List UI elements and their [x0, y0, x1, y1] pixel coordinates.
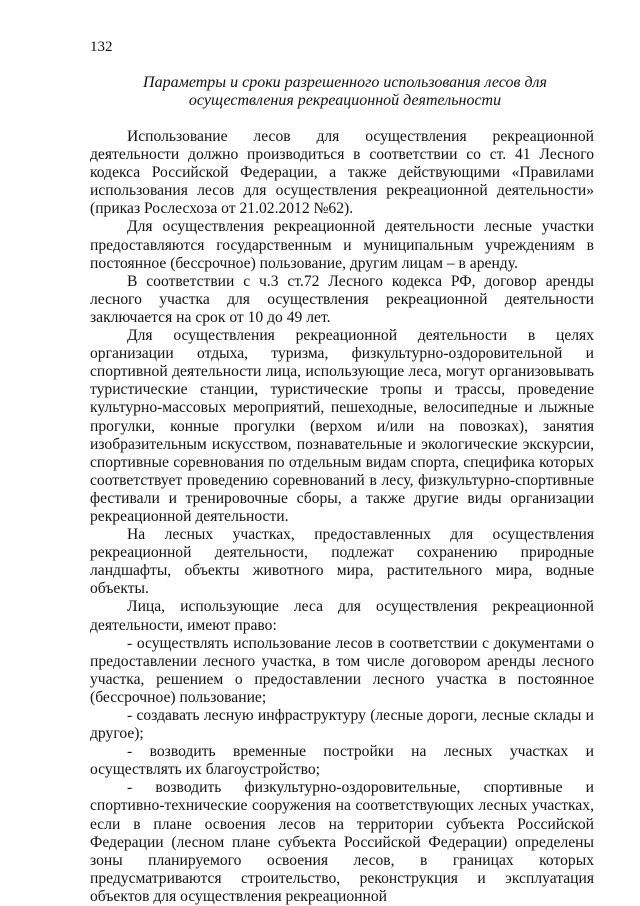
paragraph: Лица, использующие леса для осуществления рекреационной деятельности, имеют право: [90, 598, 594, 634]
paragraph: На лесных участках, предоставленных для осуществления рекреационной деятельности, подлежат сохранению природные ландшафты, объекты животного мира, растительного мира, водные объекты. [90, 526, 594, 598]
paragraph: Использование лесов для осуществления рекреационной деятельности должно производиться в соответствии со ст. 41 Лесного кодекса Российской Федерации, а также действующими «Правилами использования лесов для осуществления рекреационной деятельности» (приказ Рослесхоза от 21.02.2012 №62). [90, 128, 594, 218]
list-item: - возводить физкультурно-оздоровительные, спортивные и спортивно-технические сооружения на соответствующих лесных участках, если в плане освоения лесов на территории субъекта Российской Федерации (лесном плане субъекта Российской Федерации) определены зоны планируемого освоения лесов, в границах которых предусматриваются строительство, реконструкция и эксплуатация объектов для осуществления рекреационной [90, 779, 594, 905]
list-item: - возводить временные постройки на лесных участках и осуществлять их благоустройство; [90, 743, 594, 779]
paragraph: В соответствии с ч.3 ст.72 Лесного кодекса РФ, договор аренды лесного участка для осуществления рекреационной деятельности заключается на срок от 10 до 49 лет. [90, 272, 594, 326]
paragraph: Для осуществления рекреационной деятельности лесные участки предоставляются государственным и муниципальным учреждениям в постоянное (бессрочное) пользование, другим лицам – в аренду. [90, 218, 594, 272]
body-text [90, 128, 594, 906]
list-item: - создавать лесную инфраструктуру (лесные дороги, лесные склады и другое); [90, 707, 594, 743]
list-item: - осуществлять использование лесов в соответствии с документами о предоставлении лесного участка, в том числе договором аренды лесного участка, решением о предоставлении лесного участка в постоянное (бессрочное) пользование; [90, 634, 594, 706]
section-heading: Параметры и сроки разрешенного использования лесов для осуществления рекреационной деятельности [143, 74, 547, 109]
page-number: 132 [90, 39, 113, 55]
paragraph: Для осуществления рекреационной деятельности в целях организации отдыха, туризма, физкультурно-оздоровительной и спортивной деятельности лица, использующие леса, могут организовывать туристические станции, туристические тропы и трассы, проведение культурно-массовых мероприятий, пешеходные, велосипедные и лыжные прогулки, конные прогулки (верхом и/или на повозках), занятия изобразительным искусством, познавательные и экологические экскурсии, спортивные соревнования по отдельным видам спорта, специфика которых соответствует проведению соревнований в лесу, физкультурно-спортивные фестивали и тренировочные сборы, а также другие виды организации рекреационной деятельности. [90, 327, 594, 525]
